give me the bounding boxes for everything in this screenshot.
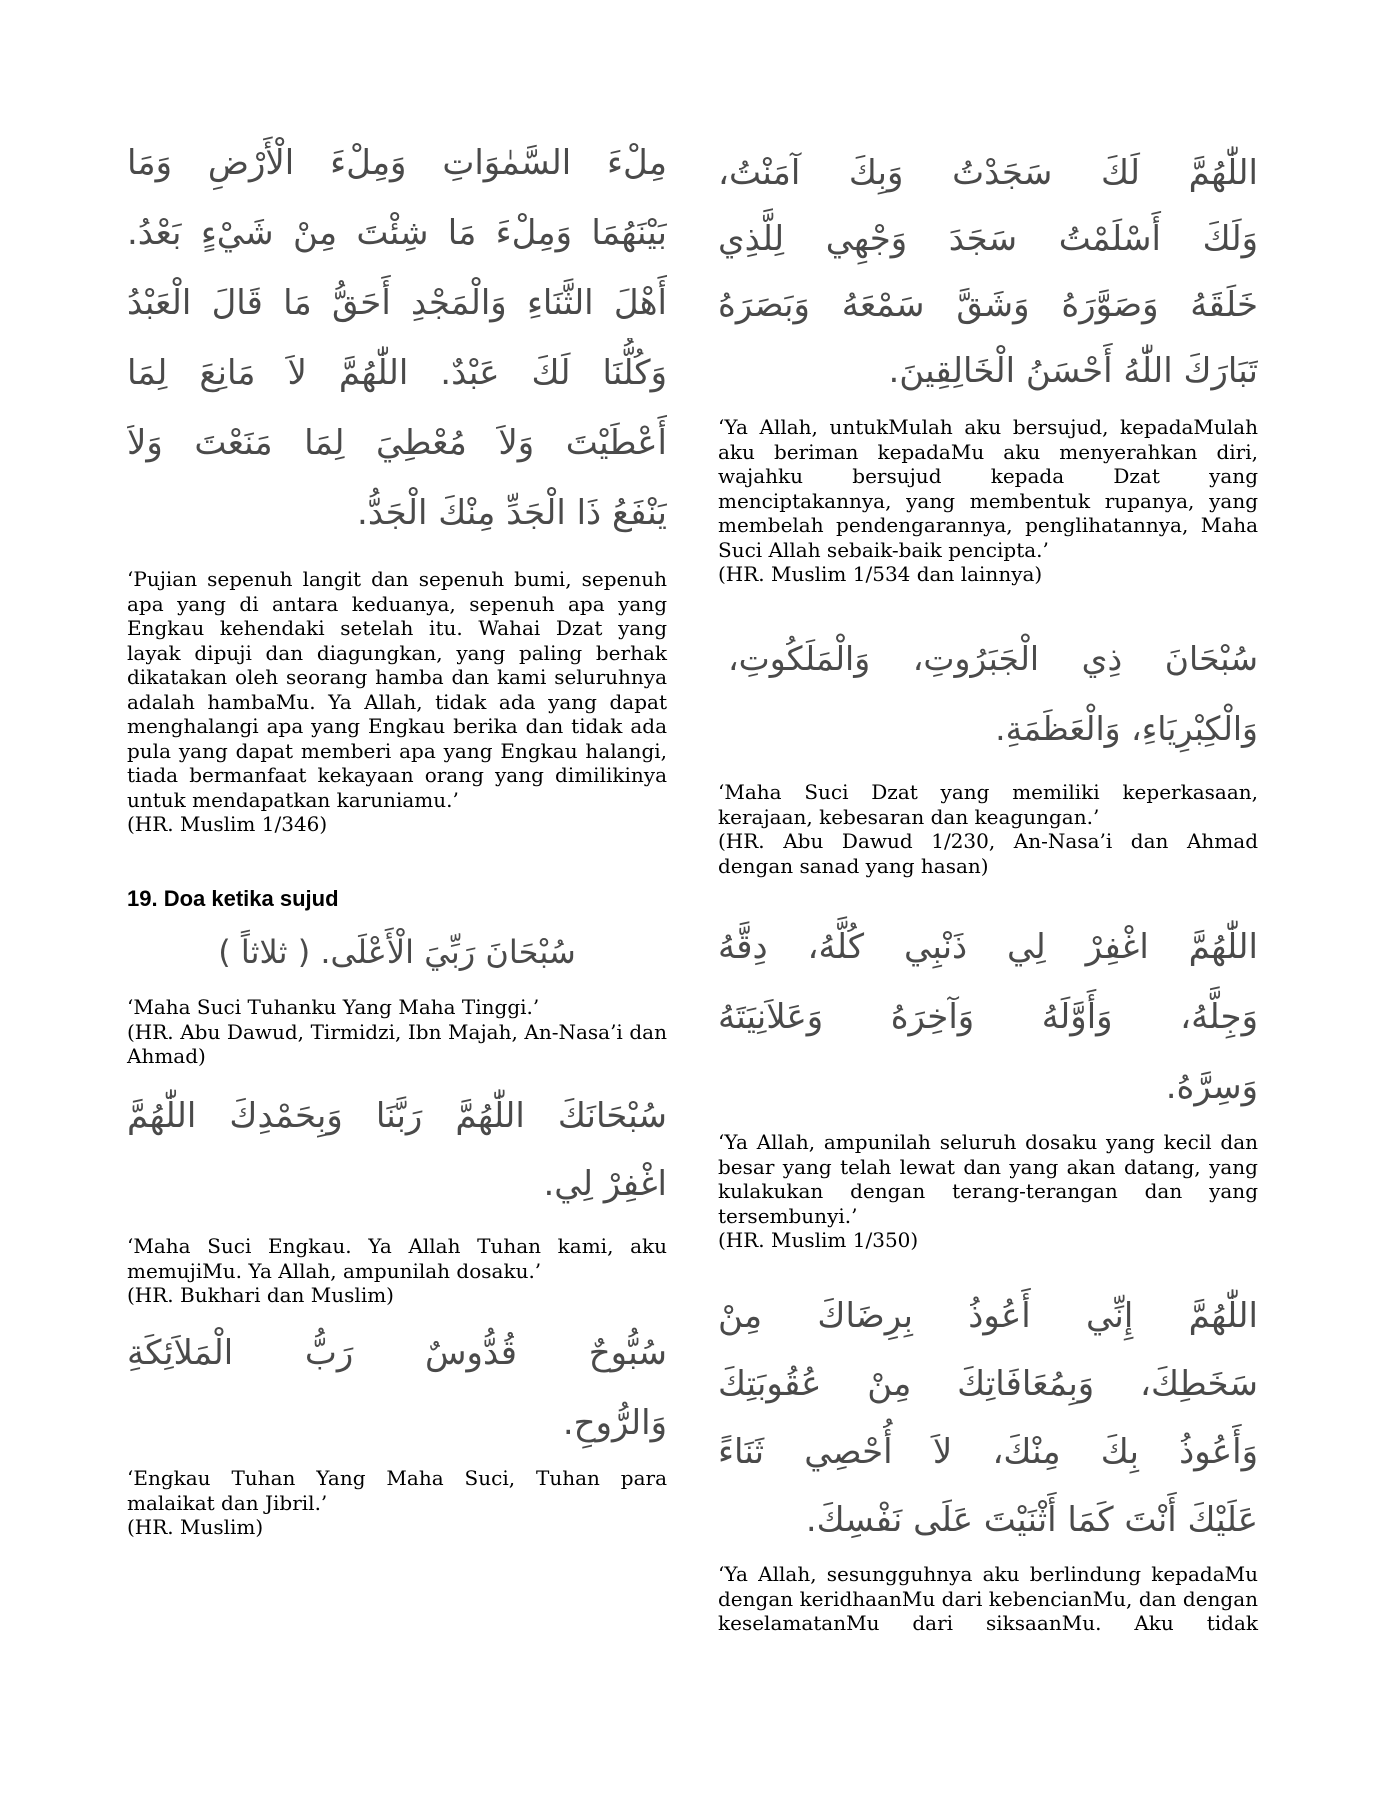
arabic-line: أَعْطَيْتَ وَلاَ مُعْطِيَ لِمَا مَنَعْتَ وَلاَ (127, 423, 667, 463)
hadith-reference: (HR. Abu Dawud, Tirmidzi, Ibn Majah, An-Nasa’i dan Ahmad) (127, 1019, 667, 1068)
arabic-line: وَجِلَّهُ، وَأَوَّلَهُ وَآخِرَهُ وَعَلاَنِيَتَهُ (718, 997, 1258, 1037)
hadith-reference: (HR. Muslim 1/534 dan lainnya) (718, 562, 1043, 586)
arabic-line: وَسِرَّهُ. (1165, 1067, 1258, 1107)
arabic-line: اغْفِرْ لِي. (543, 1164, 667, 1204)
arabic-line: وَكُلُّنَا لَكَ عَبْدٌ. اللّٰهُمَّ لاَ مَانِعَ لِمَا (127, 353, 667, 393)
translation-text: ‘Maha Suci Engkau. Ya Allah Tuhan kami, aku memujiMu. Ya Allah, ampunilah dosaku.’ (127, 1234, 667, 1283)
translation-text: ‘Engkau Tuhan Yang Maha Suci, Tuhan para malaikat dan Jibril.’ (127, 1466, 667, 1515)
translation-block (718, 415, 1258, 587)
hadith-reference: (HR. Bukhari dan Muslim) (127, 1283, 394, 1307)
arabic-text-subhana-rabbiyal-ala (127, 922, 667, 982)
arabic-text-subhanaka (127, 1082, 667, 1218)
arabic-line: وَأَعُوذُ بِكَ مِنْكَ، لاَ أُحْصِي ثَنَاءً (718, 1432, 1258, 1472)
translation-block (718, 1130, 1258, 1253)
arabic-text-allahumma-laka-sajadtu (718, 140, 1258, 404)
arabic-line: أَهْلَ الثَّنَاءِ وَالْمَجْدِ أَحَقُّ مَا قَالَ الْعَبْدُ (127, 283, 667, 323)
arabic-line: اللّٰهُمَّ اغْفِرْ لِي ذَنْبِي كُلَّهُ، دِقَّهُ (718, 927, 1258, 967)
arabic-text-subbuhun (127, 1318, 667, 1458)
translation-block (718, 1562, 1258, 1636)
translation-text: ‘Ya Allah, ampunilah seluruh dosaku yang kecil dan besar yang telah lewat dan yang akan datang, yang kulakukan dengan terang-terangan dan yang tersembunyi.’ (718, 1130, 1258, 1228)
arabic-text-audzu-biridaka (718, 1282, 1258, 1554)
arabic-line: بَيْنَهُمَا وَمِلْءَ مَا شِئْتَ مِنْ شَيْءٍ بَعْدُ. (127, 213, 667, 253)
hadith-reference: (HR. Abu Dawud 1/230, An-Nasa’i dan Ahmad dengan sanad yang hasan) (718, 829, 1258, 878)
translation-block (718, 780, 1258, 878)
arabic-line: سُبْحَانَ رَبِّيَ الْأَعْلَى. (320, 933, 576, 971)
arabic-line: اللّٰهُمَّ لَكَ سَجَدْتُ وَبِكَ آمَنْتُ، (718, 153, 1258, 193)
hadith-reference: (HR. Muslim 1/346) (127, 812, 328, 836)
arabic-line: سَخَطِكَ، وَبِمُعَافَاتِكَ مِنْ عُقُوبَتِكَ (718, 1364, 1258, 1404)
section-heading: 19. Doa ketika sujud (127, 886, 339, 911)
arabic-line: سُبْحَانَكَ اللّٰهُمَّ رَبَّنَا وَبِحَمْدِكَ اللّٰهُمَّ (127, 1096, 667, 1136)
arabic-line: وَالْكِبْرِيَاءِ، وَالْعَظَمَةِ. (995, 709, 1258, 748)
translation-block (127, 1234, 667, 1308)
translation-text: ‘Maha Suci Dzat yang memiliki keperkasaan, kerajaan, kebesaran dan keagungan.’ (718, 780, 1258, 829)
arabic-line: سُبُّوحٌ قُدُّوسٌ رَبُّ الْمَلاَئِكَةِ (127, 1333, 667, 1373)
translation-text: ‘Maha Suci Tuhanku Yang Maha Tinggi.’ (127, 995, 540, 1019)
translation-text: ‘Pujian sepenuh langit dan sepenuh bumi, sepenuh apa yang di antara keduanya, sepenuh apa yang Engkau kehendaki setelah itu. Wahai Dzat yang layak dipuji dan diagungkan, yang paling berhak dikatakan oleh seorang hamba dan kami seluruhnya adalah hambaMu. Ya Allah, tidak ada yang dapat menghalangi apa yang Engkau berika dan tidak ada pula yang dapat memberi apa yang Engkau halangi, tiada bermanfaat kekayaan orang yang dimilikinya untuk mendapatkan karuniamu.’ (127, 567, 667, 812)
arabic-text-allahummaghfirli-dzanbi (718, 912, 1258, 1122)
translation-block (127, 567, 667, 837)
translation-text: ‘Ya Allah, sesungguhnya aku berlindung kepadaMu dengan keridhaanMu dari kebencianMu, dan dengan keselamatanMu dari siksaanMu. Aku tidak (718, 1562, 1258, 1635)
arabic-text-mila (127, 128, 667, 548)
arabic-line: سُبْحَانَ ذِي الْجَبَرُوتِ، وَالْمَلَكُوتِ، (728, 639, 1258, 678)
arabic-line: يَنْفَعُ ذَا الْجَدِّ مِنْكَ الْجَدُّ. (357, 493, 667, 533)
arabic-line: وَلَكَ أَسْلَمْتُ سَجَدَ وَجْهِي لِلَّذِي (718, 219, 1258, 259)
arabic-line: عَلَيْكَ أَنْتَ كَمَا أَثْنَيْتَ عَلَى نَفْسِكَ. (805, 1500, 1258, 1540)
translation-block (127, 995, 667, 1069)
arabic-note: ( ثلاثاً ) (218, 933, 311, 971)
arabic-line: اللّٰهُمَّ إِنِّي أَعُوذُ بِرِضَاكَ مِنْ (718, 1296, 1258, 1336)
translation-block (127, 1466, 667, 1540)
hadith-reference: (HR. Muslim 1/350) (718, 1228, 919, 1252)
translation-text: ‘Ya Allah, untukMulah aku bersujud, kepadaMulah aku beriman kepadaMu aku menyerahkan diri, wajahku bersujud kepada Dzat yang menciptakannya, yang membentuk rupanya, yang membelah pendengarannya, penglihatannya, Maha Suci Allah sebaik-baik pencipta.’ (718, 415, 1258, 562)
arabic-line: وَالرُّوحِ. (562, 1403, 667, 1443)
arabic-line: خَلَقَهُ وَصَوَّرَهُ وَشَقَّ سَمْعَهُ وَبَصَرَهُ (718, 285, 1258, 325)
arabic-line: مِلْءَ السَّمٰوَاتِ وَمِلْءَ الْأَرْضِ وَمَا (127, 143, 667, 183)
hadith-reference: (HR. Muslim) (127, 1515, 264, 1539)
arabic-line: تَبَارَكَ اللّٰهُ أَحْسَنُ الْخَالِقِينَ. (888, 351, 1258, 391)
arabic-text-subhana-dzil-jabarut (718, 624, 1258, 764)
